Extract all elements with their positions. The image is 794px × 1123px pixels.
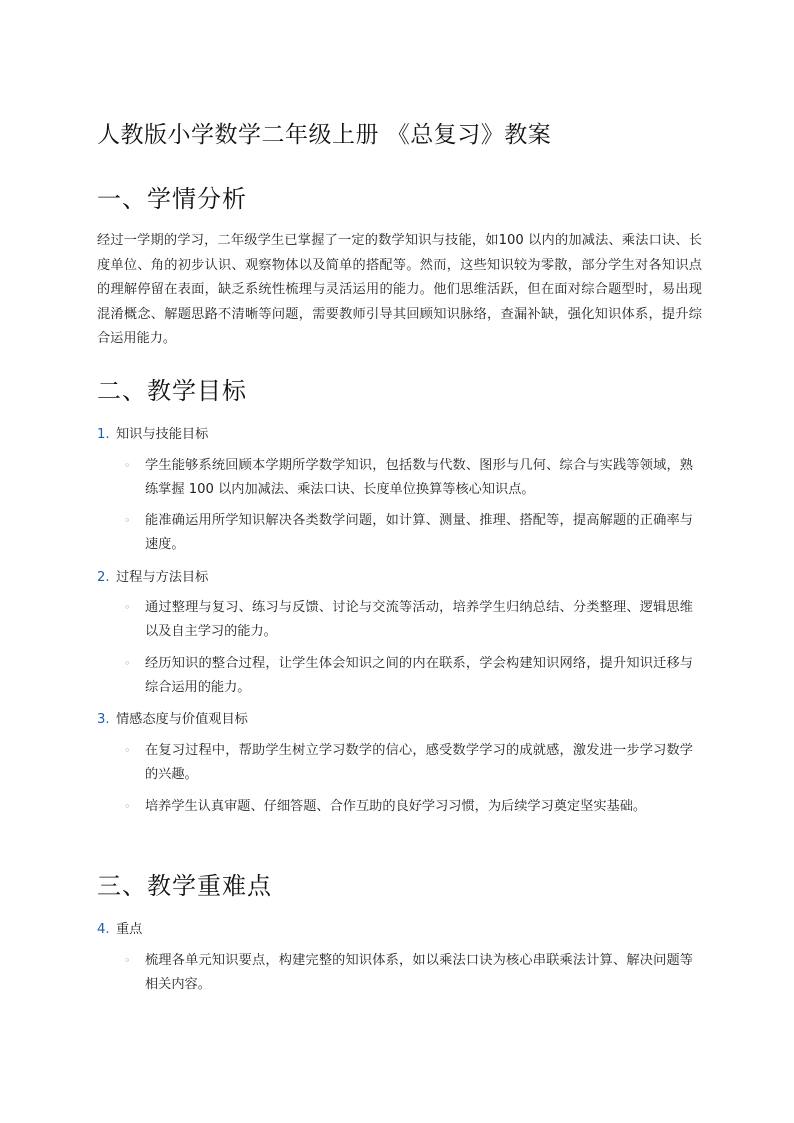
- document-title: 人教版小学数学二年级上册 《总复习》教案: [97, 122, 552, 148]
- list-subitem: 培养学生认真审题、仔细答题、合作互助的良好学习习惯，为后续学习奠定坚实基础。: [145, 799, 647, 814]
- list-item-process-goals: [97, 567, 208, 589]
- bullet-icon: ◦: [124, 514, 131, 527]
- list-number: 3.: [97, 712, 110, 727]
- list-item-label: 过程与方法目标: [116, 570, 209, 585]
- list-subitem: 通过整理与复习、练习与反馈、讨论与交流等活动，培养学生归纳总结、分类整理、逻辑思维以及自主学习的能力。: [145, 600, 693, 639]
- section-heading-learning-analysis: 一、学情分析: [97, 185, 247, 213]
- bullet-icon: ◦: [124, 459, 131, 472]
- list-number: 2.: [97, 570, 110, 585]
- list-subitem: 学生能够系统回顾本学期所学数学知识，包括数与代数、图形与几何、综合与实践等领域，熟练掌握 100 以内加减法、乘法口诀、长度单位换算等核心知识点。: [145, 458, 693, 497]
- bullet-icon: ◦: [124, 657, 131, 670]
- list-item-attitude-goals: [97, 709, 248, 731]
- list-subitem: 能准确运用所学知识解决各类数学问题，如计算、测量、推理、搭配等，提高解题的正确率与速度。: [145, 513, 693, 552]
- section-heading-teaching-goals: 二、教学目标: [97, 377, 247, 405]
- section-heading-key-difficult-points: 三、教学重难点: [97, 872, 272, 900]
- bullet-icon: ◦: [124, 744, 131, 757]
- list-item-label: 重点: [116, 922, 143, 937]
- learning-analysis-paragraph: 经过一学期的学习，二年级学生已掌握了一定的数学知识与技能，如100 以内的加减法、乘法口诀、长度单位、角的初步认识、观察物体以及简单的搭配等。然而，这些知识较为零散，部分学生对各知识点的理解停留在表面，缺乏系统性梳理与灵活运用的能力。他们思维活跃，但在面对综合题型时，易出现混淆概念、解题思路不清晰等问题，需要教师引导其回顾知识脉络，查漏补缺，强化知识体系，提升综合运用能力。: [97, 233, 702, 346]
- list-number: 1.: [97, 427, 110, 442]
- list-item-key-points: [97, 919, 142, 941]
- bullet-icon: ◦: [124, 800, 131, 813]
- list-subitem: 经历知识的整合过程，让学生体会知识之间的内在联系，学会构建知识网络，提升知识迁移与综合运用的能力。: [145, 656, 693, 695]
- bullet-icon: ◦: [124, 954, 131, 967]
- list-item-label: 知识与技能目标: [116, 427, 209, 442]
- list-number: 4.: [97, 922, 110, 937]
- list-item-knowledge-goals: [97, 424, 208, 446]
- bullet-icon: ◦: [124, 601, 131, 614]
- list-subitem: 梳理各单元知识要点，构建完整的知识体系，如以乘法口诀为核心串联乘法计算、解决问题等相关内容。: [145, 953, 693, 992]
- list-subitem: 在复习过程中，帮助学生树立学习数学的信心，感受数学学习的成就感，激发进一步学习数学的兴趣。: [145, 743, 693, 782]
- list-item-label: 情感态度与价值观目标: [116, 712, 248, 727]
